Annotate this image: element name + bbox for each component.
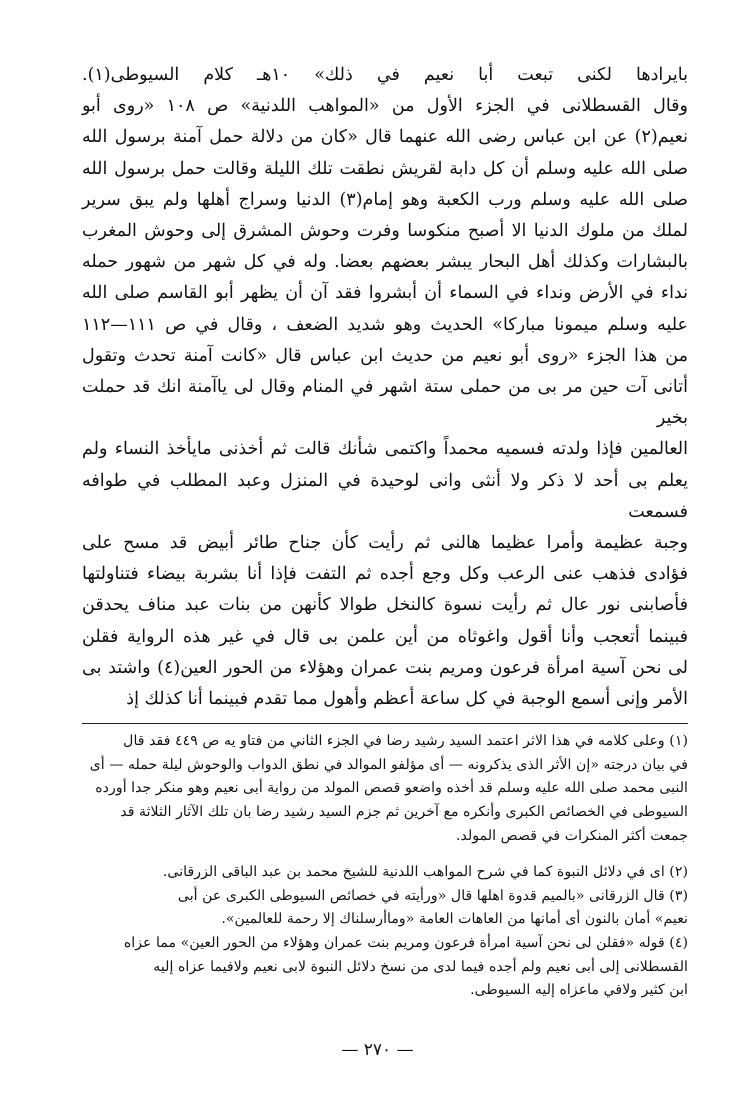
body-line: لملك من ملوك الدنيا الا أصبح منكوسا وفرت وحوش المشرق إلى وحوش المغرب [82, 221, 688, 242]
footnote-line: جمعت أكثر المنكرات في قصص المولد. [456, 827, 688, 844]
main-text [82, 60, 688, 715]
body-line: وقال القسطلانى في الجزء الأول من «المواهب اللدنية» ص ١٠٨ «روى أبو [82, 96, 688, 117]
footnote-line: نعيم» أمان بالنون أى أمانها من العاهات العامة «وماأرسلناك إلا رحمة للعالمين». [221, 911, 688, 928]
footnote-line: السيوطى في الخصائص الكبرى وأنكره مع آخرين ثم جزم السيد رشيد رضا بان تلك الآثار الثلاثة قد [120, 804, 688, 821]
body-line: صلى الله عليه وسلم ورب الكعبة وهو إمام(٣) الدنيا وسراج أهلها ولم يبق سرير [82, 189, 688, 210]
footnote-line: (٢) اى في دلائل النبوة كما في شرح المواهب اللدنية للشيخ محمد بن عبد الباقى الزرقانى. [162, 864, 688, 881]
footnote-line: القسطلانى إلى أبى نعيم ولم أجده فيما لدى من نسخ دلائل النبوة لابى نعيم ولافيما عزاه إليه [153, 958, 688, 975]
body-line: صلى الله عليه وسلم أن كل دابة لقريش نطقت تلك الليلة وقالت حمل برسول الله [82, 158, 688, 179]
footnotes [82, 730, 688, 1003]
footnote-line: في بيان درجته «إن الأثر الذى يذكرونه — أى مؤلفو الموالد في نطق الدواب والوحوش ليلة حمله — أى [89, 756, 688, 773]
footnote-divider [82, 723, 688, 724]
body-line: فؤادى فذهب عنى الرعب وكل وجع أجده ثم التفت فإذا أنا بشربة بيضاء فتناولتها [82, 564, 688, 585]
footnote-line: النبى محمد صلى الله عليه وسلم قد أخذه واضعو قصص المولد من رواية أبى نعيم وهو منكر جدا أورده [95, 780, 688, 797]
body-line: الأمر وإنى أسمع الوجبة في كل ساعة أعظم وأهول مما تقدم فبينما أنا كذلك إذ [126, 689, 688, 710]
body-line: بايرادها لكنى تبعت أبا نعيم في ذلك» ١٠هـ كلام السيوطى(١). [82, 65, 688, 85]
book-page [82, 60, 688, 1003]
footnote-line: (٤) قوله «فقلن لى نحن آسية امرأة فرعون ومريم بنت عمران وهؤلاء من الحور العين» مما عزاه [123, 935, 688, 952]
body-line: عليه وسلم ميمونا مباركا» الحديث وهو شديد الضعف ، وقال في ص ١١١—١١٢ [82, 314, 688, 335]
body-line: نداء في الأرض ونداء في السماء أن أبشروا فقد آن أن يظهر أبو القاسم صلى الله [82, 283, 688, 304]
body-line: أتانى آت حين مر بى من حملى ستة اشهر في المنام وقال لى ياآمنة انك قد حملت بخير [82, 377, 688, 429]
footnotes-2-to-4 [82, 861, 688, 1003]
footnote-line: (٣) قال الزرقانى «بالميم قدوة اهلها قال «ورأيته في خصائص السيوطى الكبرى عن أبى [177, 887, 688, 904]
body-line: بالبشارات وكذلك أهل البحار يبشر بعضهم بعضا. وله في كل شهر من شهور حمله [82, 252, 688, 273]
body-line: يعلم بى أحد لا ذكر ولا أنثى وانى لوحيدة في المنزل وعبد المطلب في طوافه فسمعت [82, 470, 688, 522]
footnote-1 [82, 730, 688, 848]
body-line: من هذا الجزء «روى أبو نعيم من حديث ابن عباس قال «كانت آمنة تحدث وتقول [82, 345, 688, 366]
footnote-line: (١) وعلى كلامه في هذا الاثر اعتمد السيد رشيد رضا في الجزء الثاني من فتاو يه ص ٤٤٩ فقد قال [123, 733, 688, 750]
page-number: — ٢٧٠ — [341, 1040, 414, 1060]
body-line: لى نحن آسية امرأة فرعون ومريم بنت عمران وهؤلاء من الحور العين(٤) واشتد بى [82, 657, 688, 678]
body-line: فأصابنى نور عال ثم رأيت نسوة كالنخل طوالا كأنهن من بنات عبد مناف يحدقن [82, 595, 688, 616]
body-line: نعيم(٢) عن ابن عباس رضى الله عنهما قال «كان من دلالة حمل آمنة برسول الله [82, 127, 688, 148]
body-line: العالمين فإذا ولدته فسميه محمداً واكتمى شأنك قالت ثم أخذنى مايأخذ النساء ولم [82, 439, 688, 460]
footnote-line: ابن كثير ولافي ماعزاه إليه السيوطى. [470, 982, 688, 999]
body-line: فبينما أتعجب وأنا أقول واغوثاه من أين علمن بى قال في غير هذه الرواية فقلن [82, 626, 688, 647]
body-line: وجبة عظيمة وأمرا عظيما هالنى ثم رأيت كأن جناح طائر أبيض قد مسح على [82, 533, 688, 554]
